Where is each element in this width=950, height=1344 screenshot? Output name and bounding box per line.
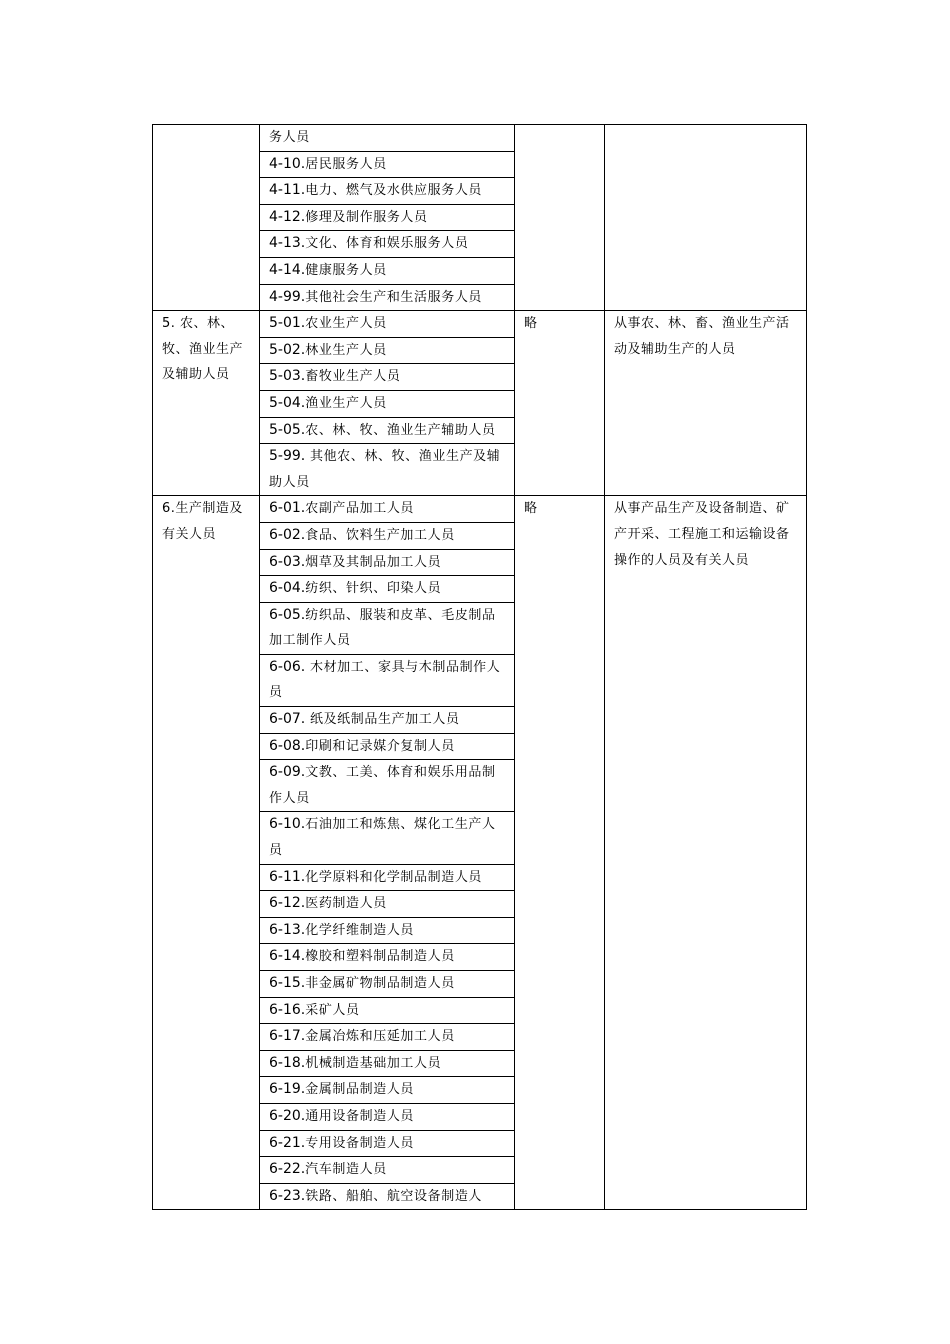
subcategory-name: 农、林、牧、渔业生产辅助人员: [305, 422, 496, 438]
subcategory-cell: [260, 284, 515, 311]
subcategory-name: 健康服务人员: [305, 262, 387, 278]
subcategory-cell: [260, 549, 515, 576]
subcategory-code: 5-99.: [269, 448, 306, 465]
subcategory-cell: [260, 337, 515, 364]
description-cell: 从事产品生产及设备制造、矿产开采、工程施工和运输设备操作的人员及有关人员: [605, 496, 807, 1210]
subcategory-name: 化学纤维制造人员: [305, 922, 415, 938]
subcategory-cell: [260, 1077, 515, 1104]
subcategory-cell: [260, 1157, 515, 1184]
subcategory-cell: [260, 257, 515, 284]
subcategory-cell: [260, 944, 515, 971]
subcategory-code: 6-04.: [269, 580, 306, 597]
subcategory-cell: [260, 1024, 515, 1051]
subcategory-code: 6-13.: [269, 921, 306, 938]
subcategory-name: 农副产品加工人员: [305, 501, 415, 517]
subcategory-cell: [260, 364, 515, 391]
subcategory-cell: [260, 311, 515, 338]
subcategory-cell: [260, 812, 515, 864]
subcategory-code: 6-14.: [269, 948, 306, 965]
subcategory-cell: [260, 864, 515, 891]
subcategory-cell: [260, 417, 515, 444]
subcategory-code: 5-02.: [269, 341, 306, 358]
subcategory-cell: [260, 760, 515, 812]
brief-cell: [515, 125, 605, 311]
subcategory-cell: [260, 602, 515, 654]
subcategory-code: 6-11.: [269, 868, 306, 885]
subcategory-name: 通用设备制造人员: [305, 1108, 415, 1124]
subcategory-code: 6-15.: [269, 975, 306, 991]
subcategory-cell: [260, 971, 515, 998]
description-cell: [605, 125, 807, 311]
subcategory-name: 烟草及其制品加工人员: [305, 554, 442, 570]
subcategory-code: 6-10.: [269, 816, 306, 833]
subcategory-cell: [260, 178, 515, 205]
table-row: [153, 496, 807, 523]
subcategory-code: 6-05.: [269, 606, 306, 623]
subcategory-cell: [260, 891, 515, 918]
subcategory-name: 专用设备制造人员: [305, 1135, 415, 1151]
description-cell: 从事农、林、畜、渔业生产活动及辅助生产的人员: [605, 311, 807, 496]
subcategory-code: 4-99.: [269, 288, 306, 305]
subcategory-code: 6-07.: [269, 711, 306, 728]
subcategory-cell: [260, 733, 515, 760]
subcategory-code: 5-03.: [269, 368, 306, 385]
subcategory-name: 修理及制作服务人员: [305, 209, 428, 225]
subcategory-cell: [260, 917, 515, 944]
subcategory-code: 6-19.: [269, 1081, 306, 1098]
subcategory-cell: [260, 125, 515, 152]
table-row: [153, 311, 807, 338]
subcategory-code: 6-06.: [269, 658, 306, 675]
subcategory-cell: [260, 1103, 515, 1130]
subcategory-code: 6-18.: [269, 1054, 306, 1071]
subcategory-name: 金属制品制造人员: [305, 1082, 415, 1098]
subcategory-name: 务人员: [269, 130, 310, 145]
subcategory-name: 金属冶炼和压延加工人员: [305, 1029, 455, 1045]
category-cell: 5. 农、林、牧、渔业生产及辅助人员: [153, 311, 260, 496]
subcategory-name: 畜牧业生产人员: [305, 369, 401, 385]
subcategory-name: 机械制造基础加工人员: [305, 1055, 442, 1071]
subcategory-cell: [260, 390, 515, 417]
subcategory-code: 4-12.: [269, 208, 306, 225]
table-row: [153, 125, 807, 152]
category-cell: 6.生产制造及有关人员: [153, 496, 260, 1210]
subcategory-code: 6-23.: [269, 1187, 306, 1204]
category-cell: [153, 125, 260, 311]
subcategory-code: 6-12.: [269, 895, 306, 912]
subcategory-cell: [260, 576, 515, 603]
subcategory-name: 农业生产人员: [305, 316, 387, 332]
subcategory-name: 文教、工美、体育和娱乐用品制作人员: [269, 765, 496, 806]
subcategory-cell: [260, 1130, 515, 1157]
subcategory-name: 食品、饮料生产加工人员: [305, 527, 455, 543]
subcategory-cell: [260, 204, 515, 231]
subcategory-name: 纺织、针织、印染人员: [305, 581, 442, 597]
subcategory-name: 橡胶和塑料制品制造人员: [305, 949, 455, 965]
subcategory-code: 6-08.: [269, 737, 306, 754]
subcategory-code: 6-01.: [269, 500, 306, 517]
subcategory-code: 6-20.: [269, 1107, 306, 1124]
subcategory-name: 渔业生产人员: [305, 395, 387, 411]
subcategory-name: 文化、体育和娱乐服务人员: [305, 236, 469, 252]
subcategory-name: 木材加工、家具与木制品制作人员: [269, 659, 501, 701]
subcategory-name: 其他农、林、牧、渔业生产及辅助人员: [269, 449, 501, 490]
subcategory-name: 非金属矿物制品制造人员: [305, 976, 455, 991]
subcategory-cell: [260, 1183, 515, 1210]
subcategory-name: 纺织品、服装和皮革、毛皮制品加工制作人员: [269, 607, 496, 649]
subcategory-code: 4-13.: [269, 235, 306, 252]
subcategory-name: 铁路、船舶、航空设备制造人: [305, 1188, 483, 1204]
subcategory-cell: [260, 522, 515, 549]
subcategory-code: 6-17.: [269, 1028, 306, 1045]
subcategory-name: 印刷和记录媒介复制人员: [305, 738, 455, 754]
subcategory-name: 纸及纸制品生产加工人员: [305, 712, 460, 728]
subcategory-code: 6-09.: [269, 764, 306, 781]
subcategory-cell: [260, 496, 515, 523]
subcategory-cell: [260, 1050, 515, 1077]
subcategory-code: 5-04.: [269, 394, 306, 411]
subcategory-cell: [260, 654, 515, 706]
brief-cell: 略: [515, 311, 605, 496]
subcategory-code: 4-10.: [269, 155, 306, 172]
subcategory-code: 6-03.: [269, 553, 306, 570]
subcategory-name: 居民服务人员: [305, 156, 387, 172]
subcategory-cell: [260, 444, 515, 496]
subcategory-name: 林业生产人员: [305, 342, 387, 358]
subcategory-name: 医药制造人员: [305, 896, 387, 912]
subcategory-name: 石油加工和炼焦、煤化工生产人员: [269, 817, 496, 859]
subcategory-code: 6-22.: [269, 1161, 306, 1178]
brief-cell: 略: [515, 496, 605, 1210]
subcategory-name: 汽车制造人员: [305, 1162, 387, 1178]
subcategory-code: 6-21.: [269, 1134, 306, 1151]
subcategory-name: 电力、燃气及水供应服务人员: [305, 183, 483, 199]
subcategory-cell: [260, 151, 515, 178]
subcategory-code: 4-11.: [269, 182, 306, 199]
subcategory-cell: [260, 707, 515, 734]
subcategory-cell: [260, 231, 515, 258]
subcategory-code: 6-02.: [269, 526, 306, 543]
subcategory-code: 4-14.: [269, 261, 306, 278]
subcategory-name: 化学原料和化学制品制造人员: [305, 869, 483, 885]
subcategory-code: 5-05.: [269, 421, 306, 438]
subcategory-code: 5-01.: [269, 315, 306, 332]
subcategory-name: 采矿人员: [305, 1002, 360, 1018]
subcategory-code: 6-16.: [269, 1001, 306, 1018]
subcategory-cell: [260, 997, 515, 1024]
subcategory-name: 其他社会生产和生活服务人员: [305, 289, 483, 305]
occupation-table: [152, 124, 807, 1210]
